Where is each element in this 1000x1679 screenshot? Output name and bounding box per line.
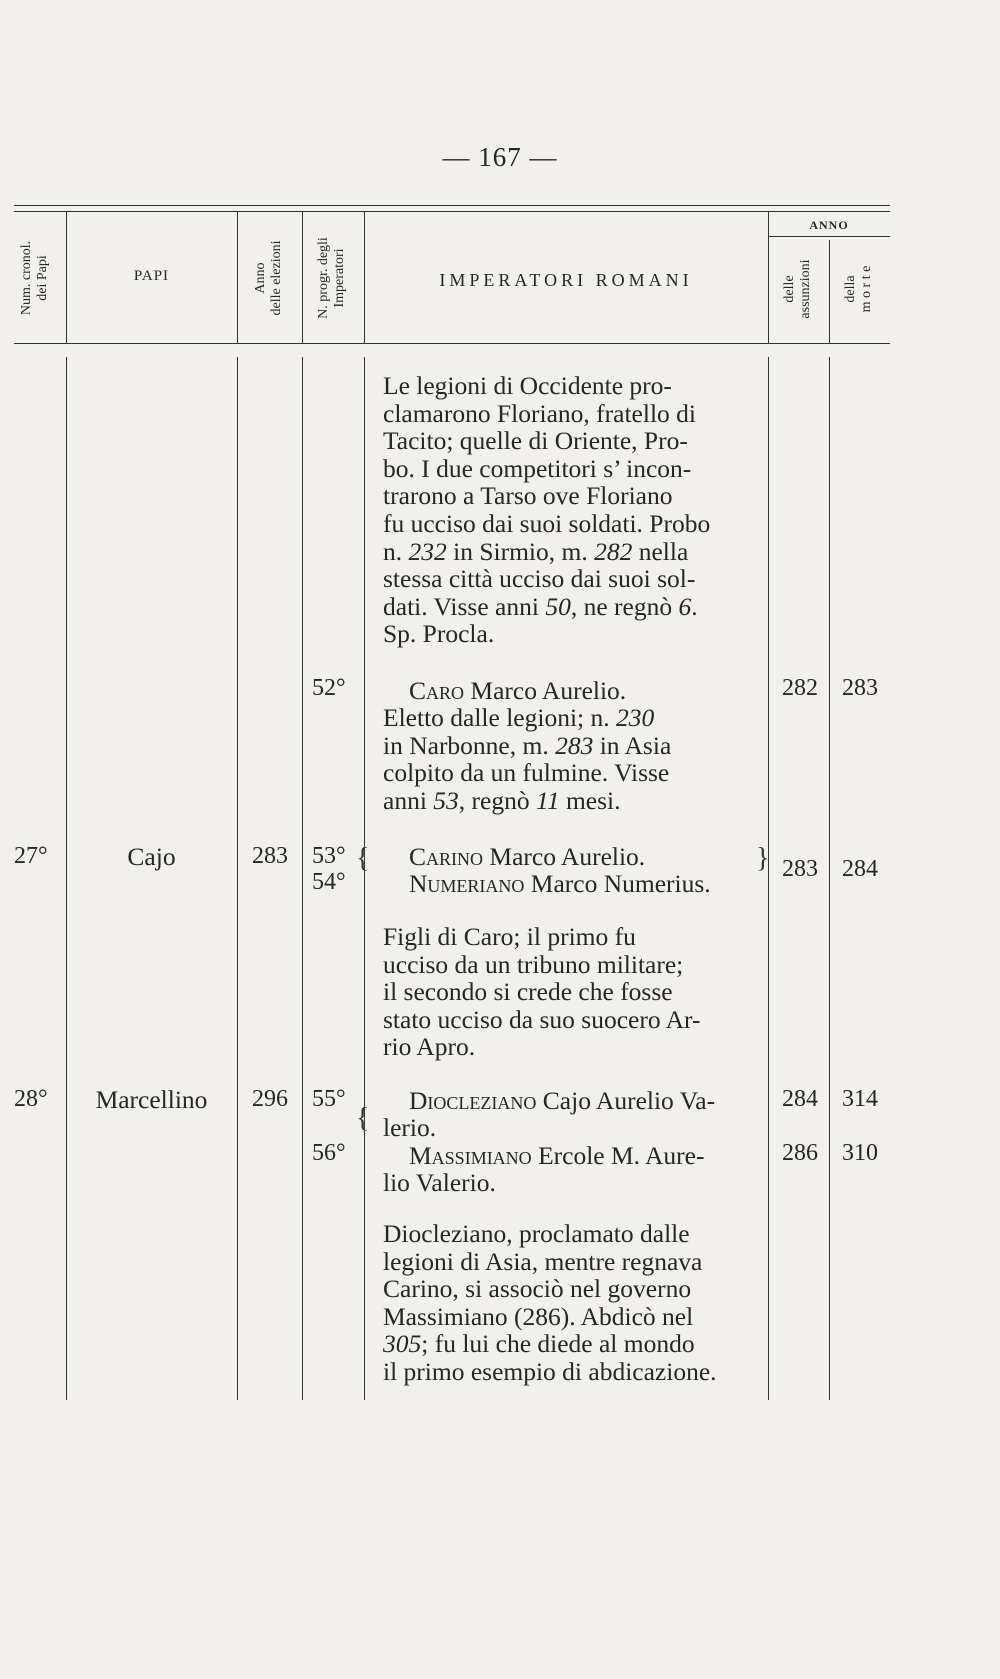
header-anno-elezioni: Anno delle elezioni — [253, 240, 285, 316]
header-imperatori: IMPERATORI ROMANI — [439, 270, 693, 290]
imperator-name: Numeriano Marco Numerius. — [409, 869, 711, 898]
imperator-number: 52° — [312, 675, 346, 701]
imperator-name: Caro Marco Aurelio. — [409, 676, 627, 705]
col-divider-2 — [237, 212, 238, 343]
paragraph-caro: Eletto dalle legioni; n. 230 in Narbonne, m. 283 in Asia colpito da un fulmine. Visse anni 53, regnò 11 mesi. — [383, 703, 672, 815]
brace: { — [356, 843, 370, 874]
pope-name: Cajo — [127, 842, 176, 871]
paragraph-marcellino: Diocleziano, proclamato dalle legioni di Asia, mentre regnava Carino, si associò nel governo Massimiano (286). Abdicò nel 305; fu lui che diede al mondo il primo esempio di abdicazione. — [383, 1219, 717, 1386]
imperator-number: 55° — [312, 1086, 346, 1112]
header-della-morte: della m o r t e — [843, 265, 875, 313]
page-number: — 167 — — [442, 142, 558, 172]
imperator-number: 53° — [312, 843, 346, 869]
header-bottom-rule — [14, 343, 890, 344]
imperator-number: 56° — [312, 1140, 346, 1166]
imperator-name-cont: lio Valerio. — [383, 1168, 496, 1197]
header-num-cronol: Num. cronol. dei Papi — [19, 240, 51, 316]
anno-elezione: 283 — [252, 843, 288, 869]
body-col-rule-4 — [364, 357, 365, 1400]
body-col-rule-3 — [302, 357, 303, 1400]
header-top-rule — [14, 205, 890, 206]
header-papi: PAPI — [133, 268, 170, 284]
body-col-rule-6 — [829, 357, 830, 1400]
paragraph-cajo: Figli di Caro; il primo fu ucciso da un tribuno militare; il secondo si crede che fosse stato ucciso da suo suocero Ar- rio Apro. — [383, 922, 701, 1062]
imperator-name: Massimiano Ercole M. Aure- — [409, 1141, 705, 1170]
pope-number: 27° — [14, 843, 48, 869]
imperator-name-cont: lerio. — [383, 1113, 437, 1142]
imperator-name: Carino Marco Aurelio. — [409, 842, 646, 871]
header-n-progr: N. progr. degli Imperatori — [316, 237, 348, 319]
header-delle-assunzioni: delle assunzioni — [782, 259, 814, 319]
body-col-rule-2 — [237, 357, 238, 1400]
anno-morte: 284 — [842, 856, 878, 882]
anno-morte: 314 — [842, 1086, 878, 1112]
anno-assunzione: 283 — [782, 856, 818, 882]
anno-assunzione: 282 — [782, 675, 818, 701]
imperator-number: 54° — [312, 869, 346, 895]
body-col-rule-1 — [66, 357, 67, 1400]
pope-name: Marcellino — [95, 1085, 208, 1114]
anno-elezione: 296 — [252, 1086, 288, 1112]
brace: { — [356, 1103, 370, 1134]
header-top-rule-2 — [14, 211, 890, 212]
header-anno: ANNO — [809, 218, 849, 232]
anno-assunzione: 284 — [782, 1086, 818, 1112]
anno-morte: 310 — [842, 1140, 878, 1166]
pope-number: 28° — [14, 1086, 48, 1112]
imperator-name: Diocleziano Cajo Aurelio Va- — [409, 1086, 716, 1115]
body-col-rule-5 — [768, 357, 769, 1400]
paragraph-probo: Le legioni di Occidente pro- clamarono Floriano, fratello di Tacito; quelle di Oriente, Pro- bo. I due competitori s’ incon- trarono a Tarso ove Floriano fu ucciso dai suoi soldati. Probo n. 232 in Sirmio, m. 282 nella stessa città ucciso dai suoi sol- dati. Visse anni 50, ne regnò 6. Sp. Procla. — [383, 371, 711, 649]
col-divider-6 — [829, 240, 830, 343]
brace: } — [756, 843, 770, 874]
anno-assunzione: 286 — [782, 1140, 818, 1166]
col-divider-3 — [302, 212, 303, 343]
anno-morte: 283 — [842, 675, 878, 701]
